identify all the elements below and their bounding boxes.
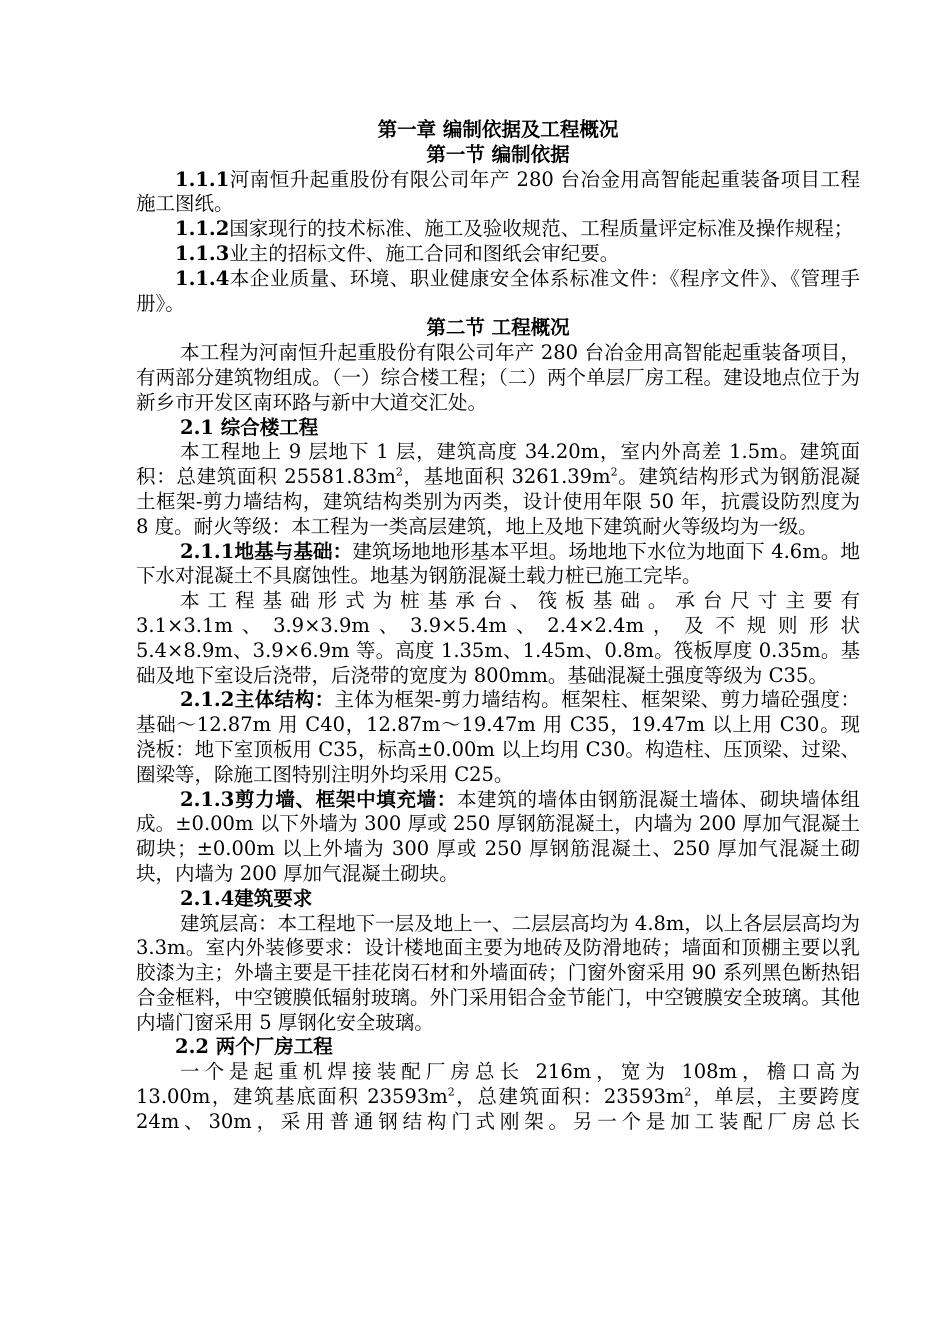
item-text: 本企业质量、环境、职业健康安全体系标准文件：《程序文件》、《管理手册》。 bbox=[136, 266, 860, 315]
foundation-paragraph: 2.1.1地基与基础：建筑场地地形基本平坦。场地地下水位为地面下 4.6m。地下水对混凝土不具腐蚀性。地基为钢筋混凝土载力桩已施工完毕。 bbox=[136, 539, 860, 588]
item-number: 1.1.4 bbox=[175, 266, 230, 290]
list-item bbox=[136, 242, 860, 267]
overview-paragraph: 本工程为河南恒升起重股份有限公司年产 280 台冶金用高智能起重装备项目，有两部分建筑物组成。（一）综合楼工程；（二）两个单层厂房工程。建设地点位于为新乡市开发区南环路与新中大道交汇处。 bbox=[136, 341, 860, 414]
item-text: 河南恒升起重股份有限公司年产 280 台冶金用高智能起重装备项目工程施工图纸。 bbox=[136, 167, 860, 216]
list-item bbox=[136, 168, 860, 218]
item-label: 剪力墙、框架中填充墙： bbox=[234, 787, 457, 811]
item-number: 1.1.1 bbox=[175, 167, 230, 191]
walls-paragraph: 2.1.3剪力墙、框架中填充墙：本建筑的墙体由钢筋混凝土墙体、砌块墙体组成。±0.00m 以下外墙为 300 厚或 250 厚钢筋混凝土，内墙为 200 厚加气混凝土砌块；±0.00m 以上外墙为 300 厚或 250 厚钢筋混凝土、250 厚加气混凝土砌块，内墙为 200 厚加气混凝土砌块。 bbox=[136, 787, 860, 885]
heading-2-1-4 bbox=[136, 887, 860, 912]
foundation-line-rest: 5.4×8.9m、3.9×6.9m 等。高度 1.35m、1.45m、0.8m。筏板厚度 0.35m。基础及地下室设后浇带，后浇带的宽度为 800mm。基础混凝土强度等级为 C35。 bbox=[136, 638, 860, 687]
item-number: 2.1.4 bbox=[180, 886, 235, 910]
item-number: 2.1.3 bbox=[180, 787, 235, 811]
requirements-paragraph: 建筑层高：本工程地下一层及地上一、二层层高均为 4.8m，以上各层层高均为 3.3m。室内外装修要求：设计楼地面主要为地砖及防滑地砖；墙面和顶棚主要以乳胶漆为主；外墙主要是干挂花岗石材和外墙面砖；门窗外窗采用 90 系列黑色断热铝合金框料，中空镀膜低辐射玻璃。外门采用铝合金节能门，中空镀膜安全玻璃。其他内墙门窗采用 5 厚钢化安全玻璃。 bbox=[136, 911, 860, 1034]
factory-line-1: 一个是起重机焊接装配厂房总长 216m，宽为 108m，檐口高为 bbox=[180, 1060, 860, 1084]
document-page bbox=[136, 118, 860, 1135]
list-item bbox=[136, 217, 860, 242]
heading-2-1: 2.1 综合楼工程 bbox=[180, 415, 319, 439]
item-text: 国家现行的技术标准、施工及验收规范、工程质量评定标准及操作规程； bbox=[229, 217, 854, 241]
list-item bbox=[136, 267, 860, 317]
item-label: 主体结构： bbox=[234, 688, 335, 712]
item-number: 2.1.2 bbox=[180, 688, 235, 712]
factory-line-3: 24m、30m，采用普通钢结构门式刚架。另一个是加工装配厂房总长 bbox=[136, 1109, 860, 1133]
item-label: 建筑要求 bbox=[234, 886, 313, 910]
item-number: 1.1.2 bbox=[175, 217, 230, 241]
foundation-line-2: 3.1×3.1m 、 3.9×3.9m 、 3.9×5.4m 、 2.4×2.4m ， 及 不 规 则 形 状 bbox=[136, 613, 860, 637]
item-number: 1.1.3 bbox=[175, 241, 230, 265]
item-text: 业主的招标文件、施工合同和图纸会审纪要。 bbox=[229, 241, 620, 265]
building-paragraph: 本工程地上 9 层地下 1 层，建筑高度 34.20m，室内外高差 1.5m。建筑面积：总建筑面积 $25581.83m^2$，基地面积 $3261.39m^2$。建筑结构形式为钢筋混凝土框架-剪力墙结构，建筑结构类别为丙类，设计使用年限 50 年，抗震设防烈度为 8 度。耐火等级：本工程为一类高层建筑，地上及地下建筑耐火等级均为一级。 bbox=[136, 440, 860, 538]
heading-2-2: 2.2 两个厂房工程 bbox=[175, 1035, 333, 1059]
item-label: 地基与基础： bbox=[234, 539, 353, 563]
section-title-2: 第二节 工程概况 bbox=[426, 316, 570, 340]
foundation-line-1: 本工程基础形式为桩基承台、筏板基础。承台尺寸主要有 bbox=[180, 589, 860, 613]
chapter-title: 第一章 编制依据及工程概况 bbox=[377, 118, 619, 141]
item-number: 2.1.1 bbox=[180, 539, 235, 563]
section-title-1: 第一节 编制依据 bbox=[426, 142, 570, 166]
factory-line-2: 13.00m，建筑基底面积 $23593m^2$，总建筑面积：$23593m^2$，单层，主要跨度 bbox=[136, 1085, 860, 1109]
structure-paragraph: 2.1.2主体结构：主体为框架-剪力墙结构。框架柱、框架梁、剪力墙砼强度：基础～12.87m 用 C40，12.87m～19.47m 用 C35，19.47m 以上用 C30。现浇板：地下室顶板用 C35，标高±0.00m 以上均用 C30。构造柱、压顶梁、过梁、圈梁等，除施工图特别注明外均采用 C25。 bbox=[136, 688, 860, 786]
